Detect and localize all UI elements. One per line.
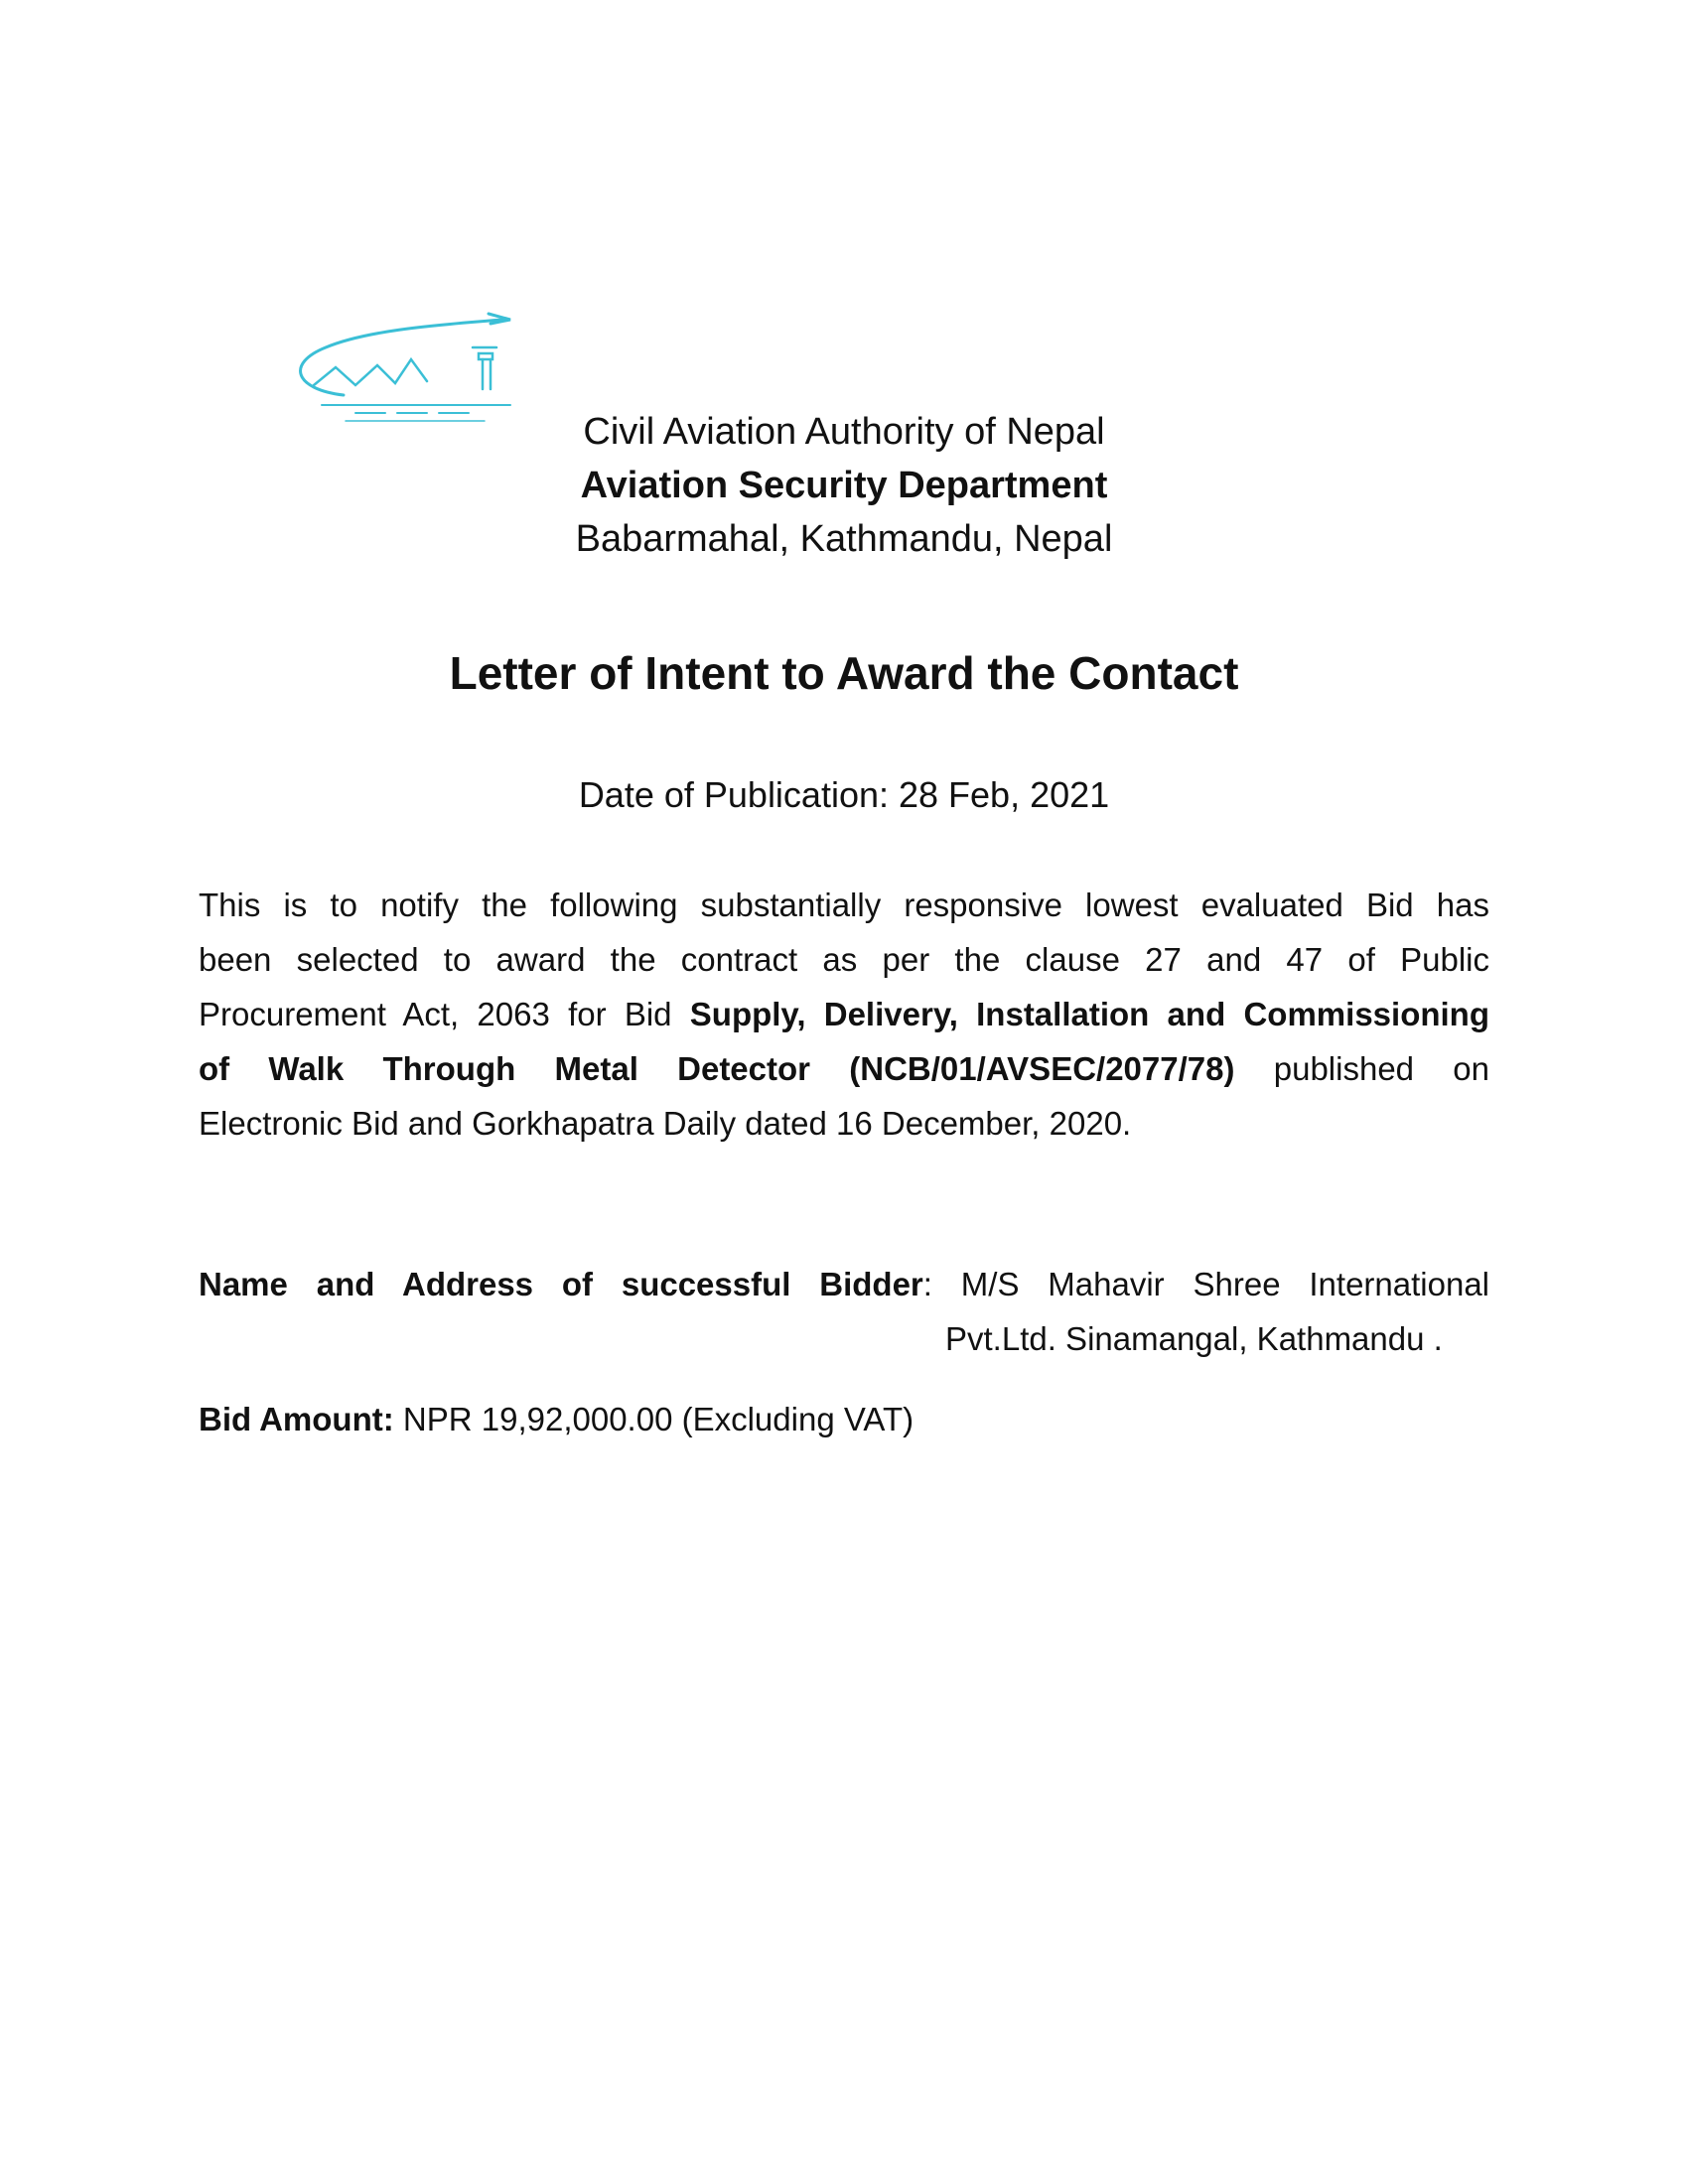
paragraph-text: Procurement Act, 2063 for Bid xyxy=(199,996,690,1032)
bid-name-bold: Supply, Delivery, Installation and Commissioning xyxy=(689,996,1489,1032)
paragraph-line xyxy=(199,987,1489,1041)
page-title: Letter of Intent to Award the Contact xyxy=(449,647,1239,699)
bid-amount-label: Bid Amount: xyxy=(199,1401,394,1437)
notice-paragraph xyxy=(199,878,1489,1151)
paragraph-line: This is to notify the following substantially responsive lowest evaluated Bid has xyxy=(199,887,1489,923)
bid-reference-bold: of Walk Through Metal Detector (NCB/01/AVSEC/2077/78) xyxy=(199,1050,1235,1087)
org-name: Civil Aviation Authority of Nepal xyxy=(583,411,1105,453)
bidder-address: Pvt.Ltd. Sinamangal, Kathmandu . xyxy=(945,1320,1443,1357)
publication-date: Date of Publication: 28 Feb, 2021 xyxy=(578,774,1110,815)
paragraph-line xyxy=(199,1041,1489,1096)
bid-amount-value: NPR 19,92,000.00 (Excluding VAT) xyxy=(393,1401,914,1437)
paragraph-line: been selected to award the contract as per the clause 27 and 47 of Public xyxy=(199,941,1489,978)
org-address: Babarmahal, Kathmandu, Nepal xyxy=(575,518,1113,560)
successful-bidder xyxy=(199,1257,1489,1366)
bidder-label: Name and Address of successful Bidder xyxy=(199,1266,923,1302)
paragraph-text: published on xyxy=(1234,1050,1489,1087)
department-name: Aviation Security Department xyxy=(580,465,1108,506)
bidder-row xyxy=(199,1257,1489,1311)
bidder-colon: : xyxy=(922,1266,932,1302)
letterhead xyxy=(516,405,1172,566)
bidder-name: M/S Mahavir Shree International xyxy=(960,1266,1490,1302)
paragraph-line: Electronic Bid and Gorkhapatra Daily dated 16 December, 2020. xyxy=(199,1105,1132,1142)
caan-logo-icon xyxy=(286,310,520,445)
bid-amount xyxy=(199,1392,1489,1446)
